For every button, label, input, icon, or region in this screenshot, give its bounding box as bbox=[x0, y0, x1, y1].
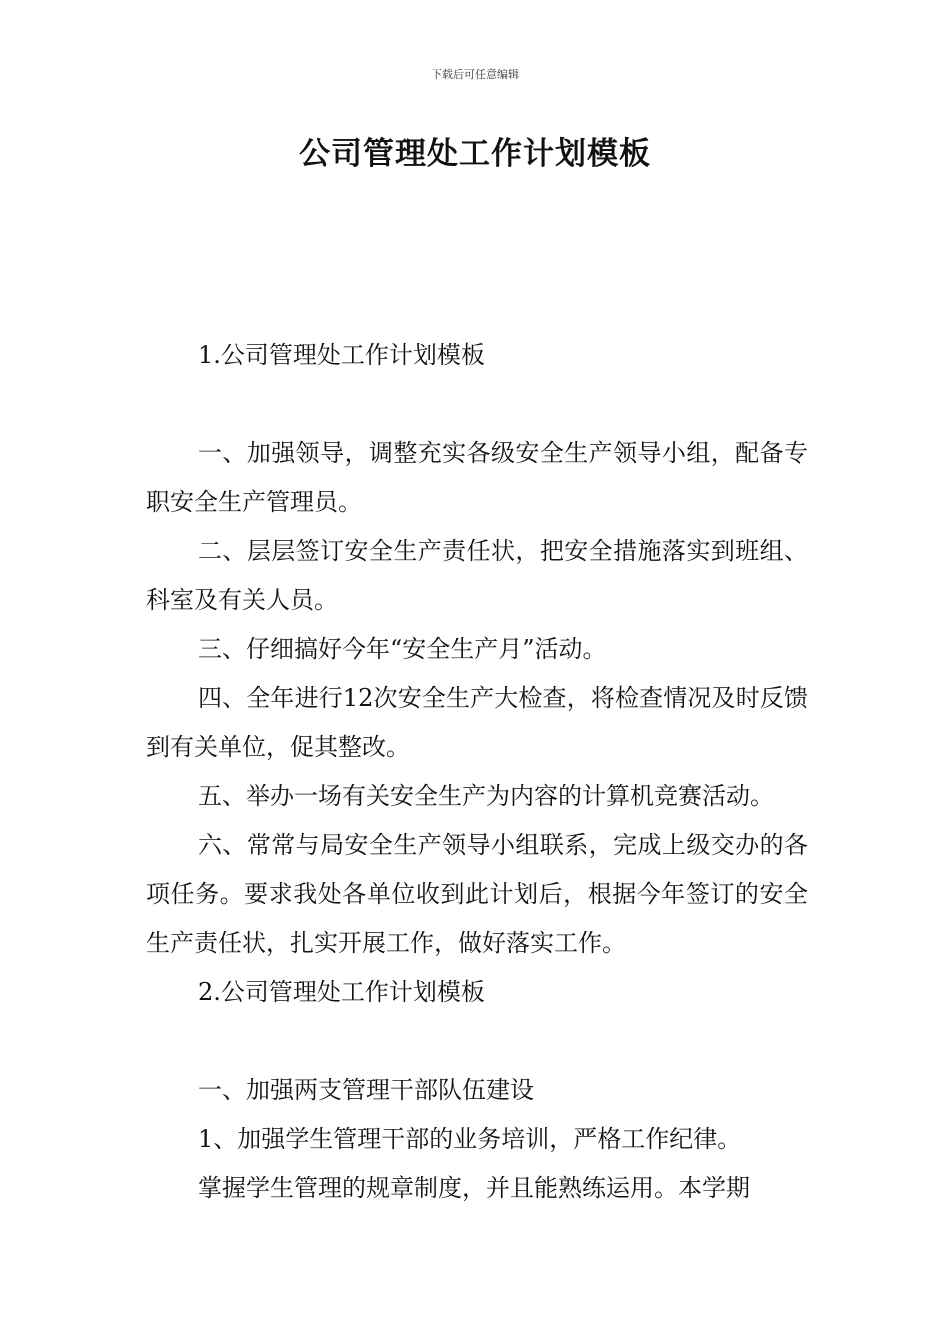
paragraph: 六、常常与局安全生产领导小组联系，完成上级交办的各项任务。要求我处各单位收到此计划后，根据今年签订的安全生产责任状，扎实开展工作，做好落实工作。 bbox=[146, 831, 808, 957]
document-title: 公司管理处工作计划模板 bbox=[299, 136, 651, 172]
paragraph: 1、加强学生管理干部的业务培训，严格工作纪律。 bbox=[198, 1125, 742, 1153]
spacer bbox=[146, 380, 808, 429]
paragraph: 四、全年进行12次安全生产大检查，将检查情况及时反馈到有关单位，促其整改。 bbox=[146, 684, 808, 761]
paragraph: 五、举办一场有关安全生产为内容的计算机竞赛活动。 bbox=[198, 782, 774, 810]
page-header-note: 下载后可任意编辑 bbox=[431, 68, 519, 81]
spacer bbox=[146, 1017, 808, 1066]
paragraph: 二、层层签订安全生产责任状，把安全措施落实到班组、科室及有关人员。 bbox=[146, 537, 808, 614]
section-heading-2: 2.公司管理处工作计划模板 bbox=[198, 978, 485, 1006]
paragraph: 一、加强两支管理干部队伍建设 bbox=[198, 1076, 534, 1104]
section-heading-1: 1.公司管理处工作计划模板 bbox=[198, 341, 485, 369]
document-body bbox=[146, 331, 808, 1213]
paragraph: 一、加强领导，调整充实各级安全生产领导小组，配备专职安全生产管理员。 bbox=[146, 439, 808, 516]
paragraph: 三、仔细搞好今年“安全生产月”活动。 bbox=[198, 635, 607, 663]
paragraph: 掌握学生管理的规章制度，并且能熟练运用。本学期 bbox=[198, 1174, 750, 1202]
